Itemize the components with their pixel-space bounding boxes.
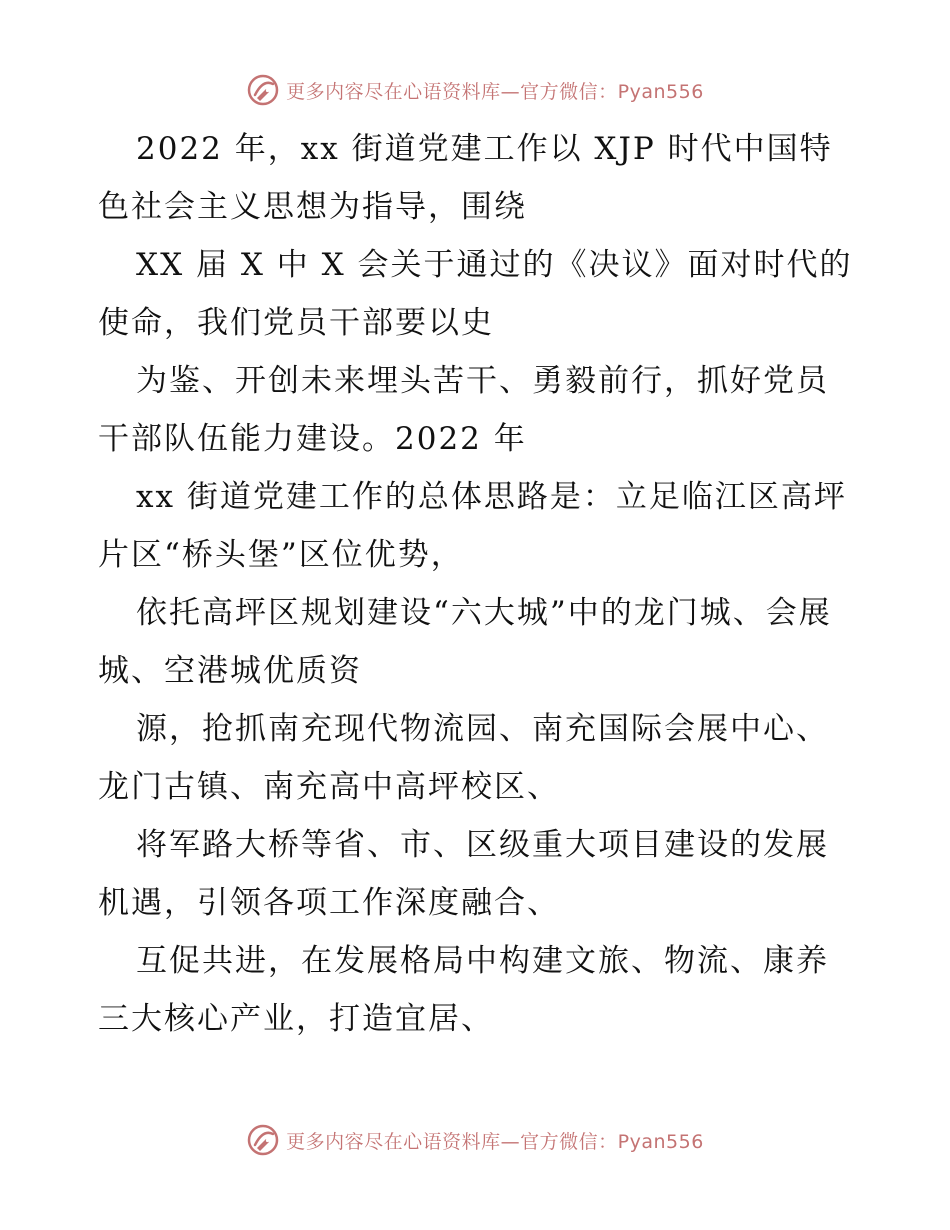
footer-watermark-text: 更多内容尽在心语资料库—官方微信：Pyan556: [286, 1130, 704, 1153]
paragraph-8: 互促共进，在发展格局中构建文旅、物流、康养三大核心产业，打造宜居、: [98, 943, 829, 1037]
pen-logo-icon: [246, 1123, 280, 1157]
paragraph-5: 依托高坪区规划建设“六大城”中的龙门城、会展城、空港城优质资: [98, 595, 832, 689]
footer-watermark-banner: [0, 1120, 950, 1160]
document-body: [98, 120, 858, 1048]
header-watermark-banner: [0, 70, 950, 110]
paragraph-1: 2022 年，xx 街道党建工作以 XJP 时代中国特色社会主义思想为指导，围绕: [98, 131, 833, 225]
paragraph-4: xx 街道党建工作的总体思路是：立足临江区高坪片区“桥头堡”区位优势，: [98, 479, 847, 573]
header-watermark-text: 更多内容尽在心语资料库—官方微信：Pyan556: [286, 80, 704, 103]
paragraph-3: 为鉴、开创未来埋头苦干、勇毅前行，抓好党员干部队伍能力建设。2022 年: [98, 363, 829, 457]
paragraph-6: 源，抢抓南充现代物流园、南充国际会展中心、龙门古镇、南充高中高坪校区、: [98, 711, 829, 805]
paragraph-7: 将军路大桥等省、市、区级重大项目建设的发展机遇，引领各项工作深度融合、: [98, 827, 829, 921]
paragraph-2: XX 届 X 中 X 会关于通过的《决议》面对时代的使命，我们党员干部要以史: [98, 247, 853, 341]
pen-logo-icon: [246, 73, 280, 107]
